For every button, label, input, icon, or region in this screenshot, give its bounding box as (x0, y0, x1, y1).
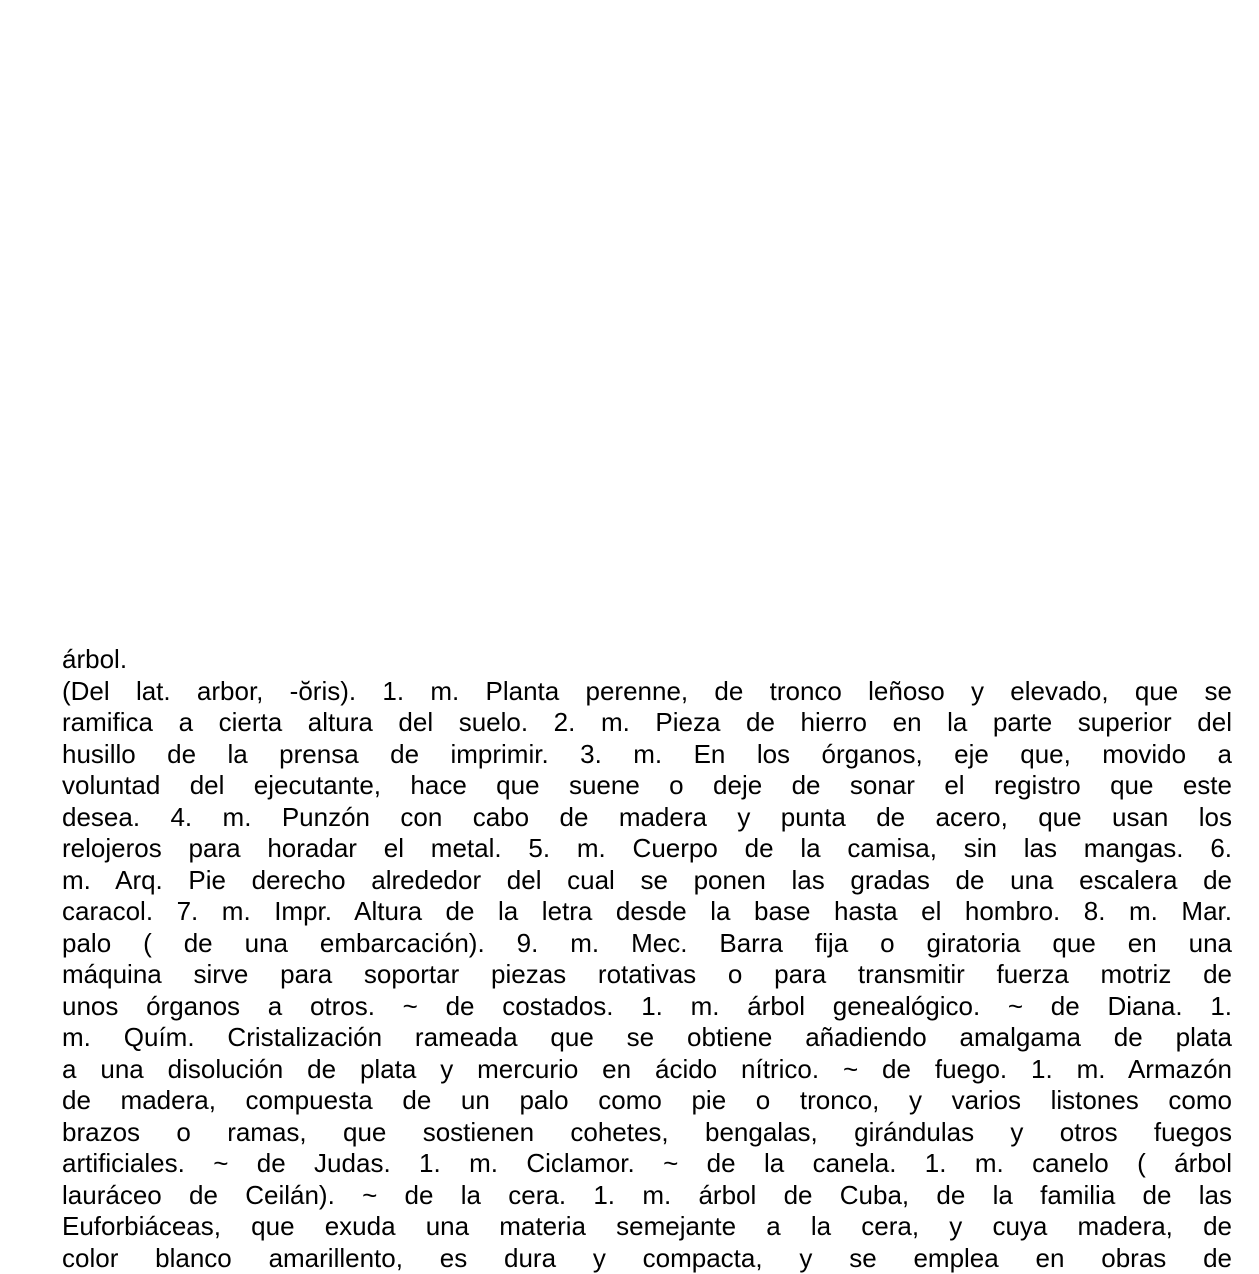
entry-line: lauráceo de Ceilán). ~ de la cera. 1. m. árbol de Cuba, de la familia de las (62, 1180, 1232, 1212)
entry-line: color blanco amarillento, es dura y compacta, y se emplea en obras de (62, 1243, 1232, 1274)
entry-line: relojeros para horadar el metal. 5. m. Cuerpo de la camisa, sin las mangas. 6. (62, 833, 1232, 865)
entry-line: palo ( de una embarcación). 9. m. Mec. Barra fija o giratoria que en una (62, 928, 1232, 960)
entry-line: unos órganos a otros. ~ de costados. 1. m. árbol genealógico. ~ de Diana. 1. (62, 991, 1232, 1023)
entry-line: de madera, compuesta de un palo como pie o tronco, y varios listones como (62, 1085, 1232, 1117)
entry-headword: árbol. (62, 644, 1232, 676)
entry-line: m. Quím. Cristalización rameada que se obtiene añadiendo amalgama de plata (62, 1022, 1232, 1054)
entry-line: desea. 4. m. Punzón con cabo de madera y punta de acero, que usan los (62, 802, 1232, 834)
entry-line: Euforbiáceas, que exuda una materia semejante a la cera, y cuya madera, de (62, 1211, 1232, 1243)
entry-line: máquina sirve para soportar piezas rotativas o para transmitir fuerza motriz de (62, 959, 1232, 991)
entry-line: voluntad del ejecutante, hace que suene o deje de sonar el registro que este (62, 770, 1232, 802)
entry-line: brazos o ramas, que sostienen cohetes, bengalas, girándulas y otros fuegos (62, 1117, 1232, 1149)
entry-line: ramifica a cierta altura del suelo. 2. m. Pieza de hierro en la parte superior del (62, 707, 1232, 739)
entry-line: a una disolución de plata y mercurio en ácido nítrico. ~ de fuego. 1. m. Armazón (62, 1054, 1232, 1086)
dictionary-entry (62, 644, 1232, 1274)
entry-line: artificiales. ~ de Judas. 1. m. Ciclamor. ~ de la canela. 1. m. canelo ( árbol (62, 1148, 1232, 1180)
entry-line: caracol. 7. m. Impr. Altura de la letra desde la base hasta el hombro. 8. m. Mar. (62, 896, 1232, 928)
entry-line: husillo de la prensa de imprimir. 3. m. En los órganos, eje que, movido a (62, 739, 1232, 771)
entry-line: (Del lat. arbor, -ŏris). 1. m. Planta perenne, de tronco leñoso y elevado, que se (62, 676, 1232, 708)
entry-line: m. Arq. Pie derecho alrededor del cual se ponen las gradas de una escalera de (62, 865, 1232, 897)
